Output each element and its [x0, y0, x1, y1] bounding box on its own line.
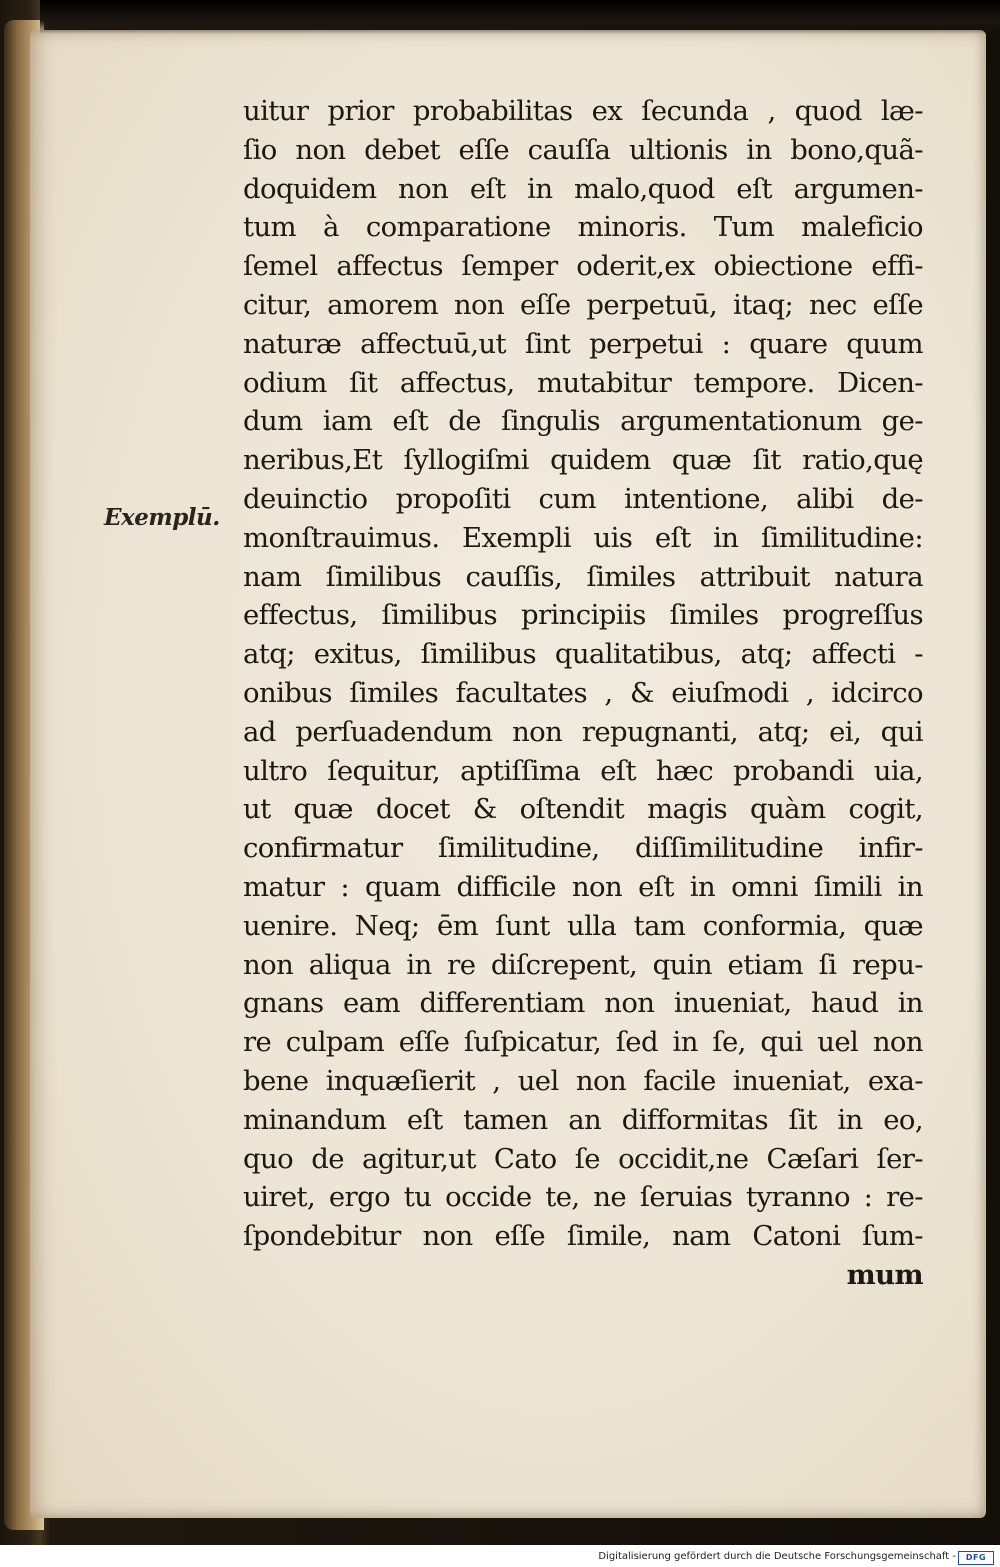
text-line: nam ſimilibus cauſſis, ſimiles attribuit natura [243, 560, 923, 593]
top-shadow [40, 0, 1000, 34]
main-text-block [243, 92, 923, 1295]
text-line: ſemel affectus ſemper oderit,ex obiectione effi- [243, 250, 923, 283]
footer-credit: Digitalisierung gefördert durch die Deutsche Forschungsgemeinschaft - [598, 1551, 956, 1562]
text-line: quo de agitur,ut Cato ſe occidit,ne Cæſari ſer- [243, 1142, 923, 1175]
text-line: ut quæ docet & oſtendit magis quàm cogit, [243, 793, 923, 826]
text-line: ad perſuadendum non repugnanti, atq; ei, qui [243, 715, 923, 748]
text-line: atq; exitus, ſimilibus qualitatibus, atq; affecti - [243, 638, 923, 671]
text-line: ultro ſequitur, aptiſſima eſt hæc probandi uia, [243, 754, 923, 787]
text-line: uiret, ergo tu occide te, ne ſeruias tyranno : re- [243, 1181, 923, 1214]
catchword: mum [846, 1258, 923, 1291]
text-line: ſpondebitur non eſſe ſimile, nam Catoni ſum- [243, 1220, 923, 1253]
text-line: odium ſit affectus, mutabitur tempore. Dicen- [243, 366, 923, 399]
text-line: onibus ſimiles facultates , & eiuſmodi , idcirco [243, 676, 923, 709]
text-line: naturæ affectuū,ut ſint perpetui : quare quum [243, 327, 923, 360]
text-line: matur : quam difficile non eſt in omni ſimili in [243, 870, 923, 903]
marginal-note: Exemplū. [104, 504, 220, 531]
text-line: uenire. Neq; ēm ſunt ulla tam conformia, quæ [243, 909, 923, 942]
text-line: citur, amorem non eſſe perpetuū, itaq; nec eſſe [243, 288, 923, 321]
text-line: dum iam eſt de ſingulis argumentationum ge- [243, 405, 923, 438]
text-line: effectus, ſimilibus principiis ſimiles progreſſus [243, 599, 923, 632]
text-line: monſtrauimus. Exempli uis eſt in ſimilitudine: [243, 521, 923, 554]
text-line: bene inquæſierit , uel non facile inueniat, exa- [243, 1064, 923, 1097]
text-line: ſio non debet eſſe cauſſa ultionis in bono,quã- [243, 133, 923, 166]
text-line: gnans eam differentiam non inueniat, haud in [243, 987, 923, 1020]
text-line: neribus,Et ſyllogiſmi quidem quæ ſit ratio,quę [243, 444, 923, 477]
text-line: non aliqua in re diſcrepent, quin etiam ſi repu- [243, 948, 923, 981]
text-line: confirmatur ſimilitudine, diſſimilitudine infir- [243, 832, 923, 865]
text-line: re culpam eſſe ſuſpicatur, ſed in ſe, qui uel non [243, 1026, 923, 1059]
dfg-logo-icon: DFG [958, 1551, 994, 1565]
text-line: minandum eſt tamen an difformitas ſit in eo, [243, 1103, 923, 1136]
text-line: tum à comparatione minoris. Tum maleficio [243, 211, 923, 244]
text-line: deuinctio propoſiti cum intentione, alibi de- [243, 482, 923, 515]
text-line: doquidem non eſt in malo,quod eſt argumen- [243, 172, 923, 205]
text-line: uitur prior probabilitas ex ſecunda , quod læ- [243, 95, 923, 127]
